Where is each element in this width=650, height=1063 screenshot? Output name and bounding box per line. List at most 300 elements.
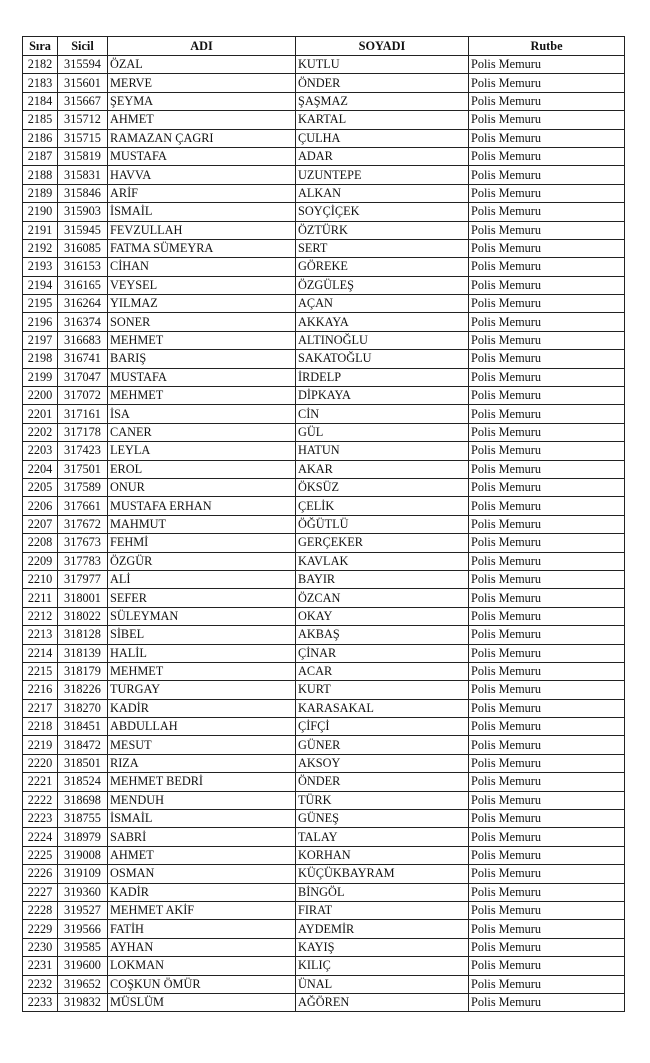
table-row [23,405,625,423]
cell-rutbe: Polis Memuru [469,497,625,515]
table-row [23,295,625,313]
cell-rutbe: Polis Memuru [469,718,625,736]
table-row [23,754,625,772]
cell-soyadi: SOYÇİÇEK [296,203,469,221]
cell-sira: 2195 [23,295,58,313]
cell-adi: SONER [108,313,296,331]
cell-soyadi: AĞÖREN [296,993,469,1011]
cell-rutbe: Polis Memuru [469,331,625,349]
cell-adi: OSMAN [108,865,296,883]
cell-soyadi: AKSOY [296,754,469,772]
cell-soyadi: GÖREKE [296,258,469,276]
cell-sicil: 317783 [58,552,108,570]
cell-soyadi: AKBAŞ [296,626,469,644]
cell-sicil: 316741 [58,350,108,368]
cell-sicil: 319527 [58,901,108,919]
cell-sicil: 318179 [58,662,108,680]
cell-adi: MENDUH [108,791,296,809]
table-row [23,791,625,809]
cell-rutbe: Polis Memuru [469,111,625,129]
cell-rutbe: Polis Memuru [469,865,625,883]
cell-sira: 2204 [23,460,58,478]
cell-rutbe: Polis Memuru [469,901,625,919]
cell-rutbe: Polis Memuru [469,387,625,405]
table-row [23,56,625,74]
cell-sicil: 317178 [58,423,108,441]
table-row [23,644,625,662]
cell-adi: FEVZULLAH [108,221,296,239]
cell-adi: MEHMET BEDRİ [108,773,296,791]
cell-rutbe: Polis Memuru [469,681,625,699]
cell-rutbe: Polis Memuru [469,957,625,975]
cell-adi: FATMA SÜMEYRA [108,239,296,257]
cell-adi: MÜSLÜM [108,993,296,1011]
cell-soyadi: ÖNDER [296,773,469,791]
cell-sira: 2209 [23,552,58,570]
cell-soyadi: FIRAT [296,901,469,919]
cell-soyadi: ÖKSÜZ [296,478,469,496]
cell-adi: AYHAN [108,938,296,956]
cell-sicil: 319008 [58,846,108,864]
cell-rutbe: Polis Memuru [469,607,625,625]
cell-sicil: 315667 [58,92,108,110]
cell-rutbe: Polis Memuru [469,184,625,202]
cell-soyadi: SAKATOĞLU [296,350,469,368]
cell-sira: 2200 [23,387,58,405]
cell-sira: 2191 [23,221,58,239]
cell-sira: 2219 [23,736,58,754]
cell-rutbe: Polis Memuru [469,552,625,570]
cell-adi: ALİ [108,570,296,588]
cell-sicil: 316683 [58,331,108,349]
cell-sira: 2217 [23,699,58,717]
cell-soyadi: ÖZCAN [296,589,469,607]
cell-adi: MAHMUT [108,515,296,533]
cell-sira: 2232 [23,975,58,993]
cell-soyadi: ÇELİK [296,497,469,515]
cell-sicil: 319832 [58,993,108,1011]
cell-sicil: 318139 [58,644,108,662]
table-row [23,607,625,625]
cell-rutbe: Polis Memuru [469,993,625,1011]
cell-soyadi: ADAR [296,147,469,165]
cell-soyadi: DİPKAYA [296,387,469,405]
table-row [23,368,625,386]
table-row [23,166,625,184]
cell-rutbe: Polis Memuru [469,56,625,74]
table-row [23,221,625,239]
table-row [23,662,625,680]
table-row [23,957,625,975]
header-row [23,37,625,56]
cell-adi: LOKMAN [108,957,296,975]
cell-rutbe: Polis Memuru [469,920,625,938]
header-sira: Sıra [23,37,58,56]
table-row [23,515,625,533]
cell-soyadi: AKKAYA [296,313,469,331]
cell-rutbe: Polis Memuru [469,221,625,239]
table-row [23,552,625,570]
cell-sira: 2212 [23,607,58,625]
cell-adi: MESUT [108,736,296,754]
table-row [23,331,625,349]
table-row [23,203,625,221]
cell-sira: 2223 [23,810,58,828]
table-row [23,810,625,828]
cell-rutbe: Polis Memuru [469,846,625,864]
cell-rutbe: Polis Memuru [469,478,625,496]
cell-rutbe: Polis Memuru [469,883,625,901]
table-row [23,478,625,496]
cell-sicil: 315945 [58,221,108,239]
cell-rutbe: Polis Memuru [469,534,625,552]
cell-soyadi: GERÇEKER [296,534,469,552]
cell-soyadi: KUTLU [296,56,469,74]
cell-sicil: 318128 [58,626,108,644]
cell-sicil: 318472 [58,736,108,754]
cell-sicil: 316153 [58,258,108,276]
cell-sira: 2231 [23,957,58,975]
cell-sira: 2216 [23,681,58,699]
cell-sicil: 316085 [58,239,108,257]
cell-sira: 2222 [23,791,58,809]
cell-rutbe: Polis Memuru [469,699,625,717]
cell-soyadi: KÜÇÜKBAYRAM [296,865,469,883]
cell-adi: FEHMİ [108,534,296,552]
cell-soyadi: ÇULHA [296,129,469,147]
table-row [23,111,625,129]
table-row [23,773,625,791]
cell-sicil: 316165 [58,276,108,294]
cell-sicil: 319109 [58,865,108,883]
cell-rutbe: Polis Memuru [469,828,625,846]
cell-sicil: 317977 [58,570,108,588]
cell-adi: ÖZGÜR [108,552,296,570]
cell-soyadi: ŞAŞMAZ [296,92,469,110]
cell-rutbe: Polis Memuru [469,239,625,257]
cell-rutbe: Polis Memuru [469,570,625,588]
cell-sira: 2224 [23,828,58,846]
cell-rutbe: Polis Memuru [469,166,625,184]
cell-sicil: 319585 [58,938,108,956]
table-row [23,387,625,405]
table-row [23,920,625,938]
table-body [23,56,625,1012]
cell-sicil: 315819 [58,147,108,165]
cell-adi: ŞEYMA [108,92,296,110]
cell-sicil: 318501 [58,754,108,772]
cell-soyadi: HATUN [296,442,469,460]
cell-soyadi: ÖĞÜTLÜ [296,515,469,533]
table-row [23,442,625,460]
table-row [23,589,625,607]
cell-rutbe: Polis Memuru [469,74,625,92]
cell-rutbe: Polis Memuru [469,644,625,662]
table-row [23,423,625,441]
cell-sicil: 315601 [58,74,108,92]
cell-sicil: 318022 [58,607,108,625]
cell-soyadi: KILIÇ [296,957,469,975]
header-sicil: Sicil [58,37,108,56]
cell-soyadi: ÇİNAR [296,644,469,662]
cell-adi: TURGAY [108,681,296,699]
cell-soyadi: AYDEMİR [296,920,469,938]
table-row [23,497,625,515]
cell-soyadi: ALTINOĞLU [296,331,469,349]
cell-soyadi: TALAY [296,828,469,846]
cell-adi: AHMET [108,111,296,129]
cell-adi: EROL [108,460,296,478]
cell-sira: 2188 [23,166,58,184]
cell-sicil: 317047 [58,368,108,386]
cell-rutbe: Polis Memuru [469,147,625,165]
cell-sira: 2197 [23,331,58,349]
cell-adi: RIZA [108,754,296,772]
cell-sicil: 319652 [58,975,108,993]
table-row [23,570,625,588]
cell-sira: 2182 [23,56,58,74]
table-row [23,276,625,294]
table-row [23,460,625,478]
cell-sicil: 317072 [58,387,108,405]
table-row [23,736,625,754]
cell-sicil: 318755 [58,810,108,828]
cell-rutbe: Polis Memuru [469,405,625,423]
cell-sira: 2187 [23,147,58,165]
cell-sira: 2184 [23,92,58,110]
cell-rutbe: Polis Memuru [469,276,625,294]
cell-adi: İSMAİL [108,203,296,221]
cell-rutbe: Polis Memuru [469,791,625,809]
table-row [23,938,625,956]
cell-adi: YILMAZ [108,295,296,313]
cell-soyadi: KORHAN [296,846,469,864]
cell-adi: MEHMET [108,387,296,405]
cell-adi: MEHMET [108,662,296,680]
cell-sicil: 315831 [58,166,108,184]
cell-adi: VEYSEL [108,276,296,294]
cell-adi: FATİH [108,920,296,938]
cell-rutbe: Polis Memuru [469,662,625,680]
cell-sicil: 319360 [58,883,108,901]
cell-adi: MUSTAFA [108,147,296,165]
table-row [23,258,625,276]
table-row [23,993,625,1011]
cell-adi: İSA [108,405,296,423]
cell-soyadi: TÜRK [296,791,469,809]
cell-sicil: 315715 [58,129,108,147]
table-row [23,699,625,717]
cell-sira: 2228 [23,901,58,919]
cell-rutbe: Polis Memuru [469,442,625,460]
header-rutbe: Rutbe [469,37,625,56]
cell-soyadi: ÇİFÇİ [296,718,469,736]
cell-sicil: 318451 [58,718,108,736]
cell-sicil: 316264 [58,295,108,313]
cell-sira: 2221 [23,773,58,791]
cell-sira: 2214 [23,644,58,662]
cell-adi: AHMET [108,846,296,864]
cell-adi: MEHMET [108,331,296,349]
cell-sira: 2189 [23,184,58,202]
cell-sicil: 315903 [58,203,108,221]
cell-sicil: 317423 [58,442,108,460]
header-soyadi: SOYADI [296,37,469,56]
cell-soyadi: ÖZTÜRK [296,221,469,239]
cell-sira: 2220 [23,754,58,772]
cell-rutbe: Polis Memuru [469,313,625,331]
cell-sicil: 317661 [58,497,108,515]
cell-adi: ÖZAL [108,56,296,74]
cell-adi: ABDULLAH [108,718,296,736]
cell-sicil: 319600 [58,957,108,975]
cell-sira: 2203 [23,442,58,460]
cell-adi: CANER [108,423,296,441]
cell-sira: 2233 [23,993,58,1011]
cell-sira: 2226 [23,865,58,883]
cell-soyadi: UZUNTEPE [296,166,469,184]
cell-rutbe: Polis Memuru [469,368,625,386]
cell-soyadi: KARASAKAL [296,699,469,717]
cell-adi: SÜLEYMAN [108,607,296,625]
table-row [23,147,625,165]
cell-sira: 2210 [23,570,58,588]
cell-soyadi: ACAR [296,662,469,680]
personnel-table [22,36,625,1012]
cell-adi: COŞKUN ÖMÜR [108,975,296,993]
cell-soyadi: AKAR [296,460,469,478]
cell-sicil: 317501 [58,460,108,478]
cell-adi: ONUR [108,478,296,496]
cell-rutbe: Polis Memuru [469,129,625,147]
cell-soyadi: KURT [296,681,469,699]
cell-rutbe: Polis Memuru [469,975,625,993]
cell-sicil: 318698 [58,791,108,809]
cell-soyadi: ALKAN [296,184,469,202]
cell-adi: LEYLA [108,442,296,460]
cell-sicil: 315712 [58,111,108,129]
table-row [23,350,625,368]
header-adi: ADI [108,37,296,56]
cell-soyadi: GÜNEŞ [296,810,469,828]
cell-sira: 2201 [23,405,58,423]
cell-sira: 2230 [23,938,58,956]
cell-sira: 2190 [23,203,58,221]
cell-rutbe: Polis Memuru [469,258,625,276]
cell-rutbe: Polis Memuru [469,938,625,956]
cell-adi: SİBEL [108,626,296,644]
table-header [23,37,625,56]
cell-sicil: 317161 [58,405,108,423]
cell-sicil: 318226 [58,681,108,699]
cell-sira: 2185 [23,111,58,129]
cell-soyadi: KAVLAK [296,552,469,570]
cell-rutbe: Polis Memuru [469,515,625,533]
cell-adi: MUSTAFA ERHAN [108,497,296,515]
cell-sicil: 318524 [58,773,108,791]
cell-soyadi: ÖZGÜLEŞ [296,276,469,294]
cell-adi: HALİL [108,644,296,662]
cell-sicil: 315846 [58,184,108,202]
table-row [23,718,625,736]
cell-rutbe: Polis Memuru [469,754,625,772]
table-row [23,74,625,92]
table-row [23,313,625,331]
cell-soyadi: ÜNAL [296,975,469,993]
cell-sira: 2227 [23,883,58,901]
cell-rutbe: Polis Memuru [469,589,625,607]
cell-sicil: 315594 [58,56,108,74]
cell-sira: 2192 [23,239,58,257]
table-row [23,846,625,864]
cell-adi: İSMAİL [108,810,296,828]
table-row [23,129,625,147]
cell-rutbe: Polis Memuru [469,460,625,478]
cell-sira: 2193 [23,258,58,276]
cell-adi: MEHMET AKİF [108,901,296,919]
cell-sira: 2196 [23,313,58,331]
cell-sira: 2207 [23,515,58,533]
cell-adi: BARIŞ [108,350,296,368]
cell-sira: 2208 [23,534,58,552]
cell-sira: 2229 [23,920,58,938]
table-row [23,681,625,699]
cell-adi: ARİF [108,184,296,202]
cell-soyadi: AÇAN [296,295,469,313]
cell-rutbe: Polis Memuru [469,203,625,221]
cell-sira: 2225 [23,846,58,864]
cell-rutbe: Polis Memuru [469,736,625,754]
table-row [23,901,625,919]
cell-soyadi: GÜL [296,423,469,441]
cell-sicil: 317672 [58,515,108,533]
table-row [23,626,625,644]
cell-sira: 2202 [23,423,58,441]
table-row [23,534,625,552]
cell-sira: 2183 [23,74,58,92]
cell-adi: MERVE [108,74,296,92]
cell-rutbe: Polis Memuru [469,350,625,368]
cell-rutbe: Polis Memuru [469,92,625,110]
cell-sicil: 317673 [58,534,108,552]
cell-sicil: 317589 [58,478,108,496]
table-row [23,883,625,901]
cell-rutbe: Polis Memuru [469,810,625,828]
cell-sicil: 318001 [58,589,108,607]
cell-soyadi: GÜNER [296,736,469,754]
cell-rutbe: Polis Memuru [469,626,625,644]
cell-sira: 2215 [23,662,58,680]
cell-adi: MUSTAFA [108,368,296,386]
cell-sicil: 316374 [58,313,108,331]
cell-sira: 2186 [23,129,58,147]
cell-soyadi: KAYIŞ [296,938,469,956]
cell-soyadi: CİN [296,405,469,423]
table-row [23,975,625,993]
cell-sira: 2213 [23,626,58,644]
cell-rutbe: Polis Memuru [469,295,625,313]
table-row [23,184,625,202]
cell-sira: 2206 [23,497,58,515]
cell-rutbe: Polis Memuru [469,423,625,441]
cell-sira: 2198 [23,350,58,368]
cell-rutbe: Polis Memuru [469,773,625,791]
cell-sira: 2194 [23,276,58,294]
cell-sira: 2218 [23,718,58,736]
cell-adi: KADİR [108,883,296,901]
cell-soyadi: OKAY [296,607,469,625]
cell-adi: SEFER [108,589,296,607]
